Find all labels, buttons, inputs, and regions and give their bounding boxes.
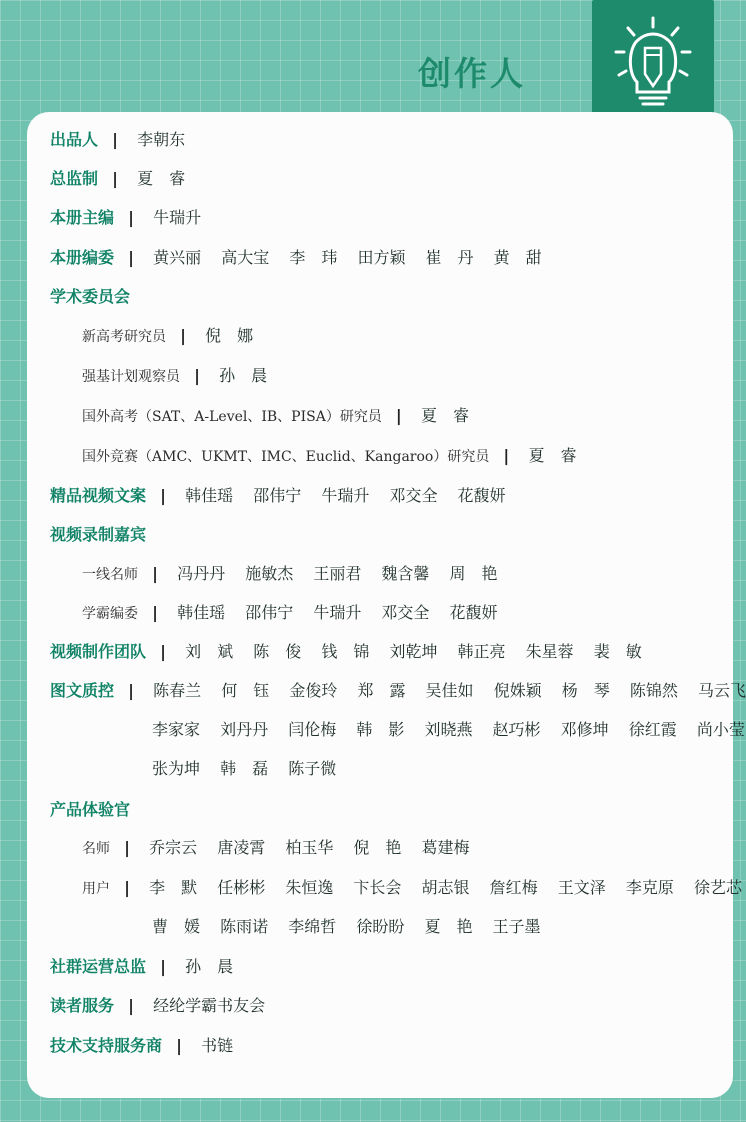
person-name: 邵伟宁 <box>253 486 302 505</box>
person-name: 韩正亮 <box>457 642 506 661</box>
person-name: 胡志银 <box>421 878 470 897</box>
person-name: 乔宗云 <box>149 838 198 857</box>
credit-row-quality-control-cont <box>152 759 351 779</box>
person-name: 韩 影 <box>356 720 405 739</box>
person-name: 邵伟宁 <box>245 603 294 622</box>
credit-row-quality-control-cont <box>152 720 745 740</box>
credit-row-top-student-editors: 学霸编委 | 韩佳瑶 邵伟宁 牛瑞升 邓交全 花馥妍 <box>82 603 498 622</box>
person-name: 倪 艳 <box>353 838 402 857</box>
person-name: 吴佳如 <box>425 681 474 700</box>
person-name: 张为坤 <box>152 759 201 778</box>
person-name: 葛建梅 <box>421 838 470 857</box>
person-name: 刘晓燕 <box>424 720 473 739</box>
person-name: 牛瑞升 <box>153 208 202 227</box>
person-name: 曹 媛 <box>152 917 201 936</box>
person-name: 孙 晨 <box>219 366 268 385</box>
credit-row-community-director: 社群运营总监 | 孙 晨 <box>50 957 234 976</box>
person-name: 徐红霞 <box>628 720 677 739</box>
person-name: 夏 睿 <box>420 406 469 425</box>
person-name: 柏玉华 <box>285 838 334 857</box>
person-name: 钱 锦 <box>321 642 370 661</box>
person-name: 牛瑞升 <box>313 603 362 622</box>
person-name: 李 默 <box>149 878 198 897</box>
person-name: 陈春兰 <box>153 681 202 700</box>
row-label: 精品视频文案 <box>50 486 147 505</box>
row-label: 一线名师 <box>82 567 138 583</box>
person-name: 施敏杰 <box>245 564 294 583</box>
person-name: 任彬彬 <box>217 878 266 897</box>
person-name: 李克原 <box>625 878 674 897</box>
row-label: 图文质控 <box>50 681 115 700</box>
person-name: 魏含馨 <box>381 564 430 583</box>
credit-row-qiangji-observer: 强基计划观察员 | 孙 晨 <box>82 366 268 385</box>
person-name: 王子墨 <box>492 917 541 936</box>
credits-card <box>27 112 746 1098</box>
person-name: 韩佳瑶 <box>185 486 234 505</box>
credit-row-foreign-exam-researcher: 国外高考（SAT、A-Level、IB、PISA）研究员 | 夏 睿 <box>82 406 469 425</box>
person-name: 卞长会 <box>353 878 402 897</box>
person-name: 花馥妍 <box>449 603 498 622</box>
section-label: 产品体验官 <box>50 800 131 819</box>
person-name: 花馥妍 <box>457 486 506 505</box>
credit-row-famous-teachers: 名师 | 乔宗云 唐凌霄 柏玉华 倪 艳 葛建梅 <box>82 838 470 857</box>
person-name: 周 艳 <box>449 564 498 583</box>
section-video-guests <box>50 525 146 545</box>
person-name: 夏 睿 <box>137 169 186 188</box>
row-label: 用户 <box>82 881 110 897</box>
row-label: 视频制作团队 <box>50 642 147 661</box>
person-name: 黄 甜 <box>493 248 542 267</box>
person-name: 李家家 <box>152 720 201 739</box>
person-name: 崔 丹 <box>425 248 474 267</box>
section-product-testers <box>50 800 130 820</box>
person-name: 赵巧彬 <box>492 720 541 739</box>
person-name: 王文泽 <box>557 878 606 897</box>
credit-row-video-copywriting: 精品视频文案 | 韩佳瑶 邵伟宁 牛瑞升 邓交全 花馥妍 <box>50 486 506 505</box>
person-name: 徐艺芯 <box>693 878 742 897</box>
person-name: 闫伦梅 <box>288 720 337 739</box>
credit-row-quality-control: 图文质控 | 陈春兰 何 钰 金俊玲 郑 露 吴佳如 倪姝颖 杨 琴 陈锦然 马云飞 <box>50 681 746 700</box>
person-name: 陈子微 <box>288 759 337 778</box>
credit-row-gaokao-researcher: 新高考研究员 | 倪 娜 <box>82 326 254 345</box>
row-label: 社群运营总监 <box>50 957 147 976</box>
person-name: 倪 娜 <box>205 326 254 345</box>
person-name: 陈 俊 <box>253 642 302 661</box>
person-name: 尚小莹 <box>696 720 745 739</box>
person-name: 邓修坤 <box>560 720 609 739</box>
person-name: 李绵哲 <box>288 917 337 936</box>
person-name: 马云飞 <box>697 681 746 700</box>
row-label: 国外竞赛（AMC、UKMT、IMC、Euclid、Kangaroo）研究员 <box>82 449 490 465</box>
organization-name: 经纶学霸书友会 <box>153 996 266 1015</box>
section-label: 视频录制嘉宾 <box>50 525 147 544</box>
row-label: 强基计划观察员 <box>82 369 180 385</box>
credit-row-video-production: 视频制作团队 | 刘 斌 陈 俊 钱 锦 刘乾坤 韩正亮 朱星蓉 裴 敏 <box>50 642 642 661</box>
row-label: 名师 <box>82 841 110 857</box>
person-name: 李 玮 <box>289 248 338 267</box>
person-name: 刘 斌 <box>185 642 234 661</box>
credit-row-users-cont <box>152 917 556 937</box>
person-name: 王丽君 <box>313 564 362 583</box>
person-name: 夏 艳 <box>424 917 473 936</box>
person-name: 韩 磊 <box>220 759 269 778</box>
row-label: 新高考研究员 <box>82 329 166 345</box>
person-name: 田方颖 <box>357 248 406 267</box>
credit-row-reader-service: 读者服务 | 经纶学霸书友会 <box>50 996 266 1015</box>
row-label: 出品人 <box>50 130 99 149</box>
person-name: 李朝东 <box>137 130 186 149</box>
person-name: 刘乾坤 <box>389 642 438 661</box>
person-name: 刘丹丹 <box>220 720 269 739</box>
person-name: 唐凌霄 <box>217 838 266 857</box>
person-name: 金俊玲 <box>289 681 338 700</box>
person-name: 陈锦然 <box>629 681 678 700</box>
row-label: 本册主编 <box>50 208 115 227</box>
person-name: 杨 琴 <box>561 681 610 700</box>
credit-row-editorial-board: 本册编委 | 黄兴丽 高大宝 李 玮 田方颖 崔 丹 黄 甜 <box>50 248 542 267</box>
person-name: 朱恒逸 <box>285 878 334 897</box>
credit-row-tech-support: 技术支持服务商 | 书链 <box>50 1036 234 1055</box>
person-name: 孙 晨 <box>185 957 234 976</box>
person-name: 夏 睿 <box>528 446 577 465</box>
person-name: 郑 露 <box>357 681 406 700</box>
page-title: 创作人 <box>418 54 526 93</box>
row-label: 技术支持服务商 <box>50 1036 163 1055</box>
person-name: 邓交全 <box>381 603 430 622</box>
person-name: 詹红梅 <box>489 878 538 897</box>
person-name: 陈雨诺 <box>220 917 269 936</box>
person-name: 高大宝 <box>221 248 270 267</box>
person-name: 倪姝颖 <box>493 681 542 700</box>
credit-row-editor-in-chief: 本册主编 | 牛瑞升 <box>50 208 202 227</box>
row-label: 本册编委 <box>50 248 115 267</box>
row-label: 读者服务 <box>50 996 115 1015</box>
person-name: 裴 敏 <box>593 642 642 661</box>
person-name: 何 钰 <box>221 681 270 700</box>
credit-row-users: 用户 | 李 默 任彬彬 朱恒逸 卞长会 胡志银 詹红梅 王文泽 李克原 徐艺芯 <box>82 878 742 897</box>
person-name: 牛瑞升 <box>321 486 370 505</box>
credit-row-producer: 出品人 | 李朝东 <box>50 130 186 149</box>
credit-row-chief-supervisor: 总监制 | 夏 睿 <box>50 169 186 188</box>
credit-row-foreign-contest-researcher: 国外竞赛（AMC、UKMT、IMC、Euclid、Kangaroo）研究员 | 夏 睿 <box>82 446 577 465</box>
row-label: 总监制 <box>50 169 99 188</box>
person-name: 邓交全 <box>389 486 438 505</box>
person-name: 韩佳瑶 <box>177 603 226 622</box>
organization-name: 书链 <box>201 1036 234 1055</box>
row-label: 学霸编委 <box>82 606 138 622</box>
section-academic-committee <box>50 287 130 307</box>
section-label: 学术委员会 <box>50 287 131 306</box>
row-label: 国外高考（SAT、A-Level、IB、PISA）研究员 <box>82 409 382 425</box>
person-name: 黄兴丽 <box>153 248 202 267</box>
person-name: 徐盼盼 <box>356 917 405 936</box>
person-name: 朱星蓉 <box>525 642 574 661</box>
person-name: 冯丹丹 <box>177 564 226 583</box>
credit-row-frontline-teachers: 一线名师 | 冯丹丹 施敏杰 王丽君 魏含馨 周 艳 <box>82 564 498 583</box>
